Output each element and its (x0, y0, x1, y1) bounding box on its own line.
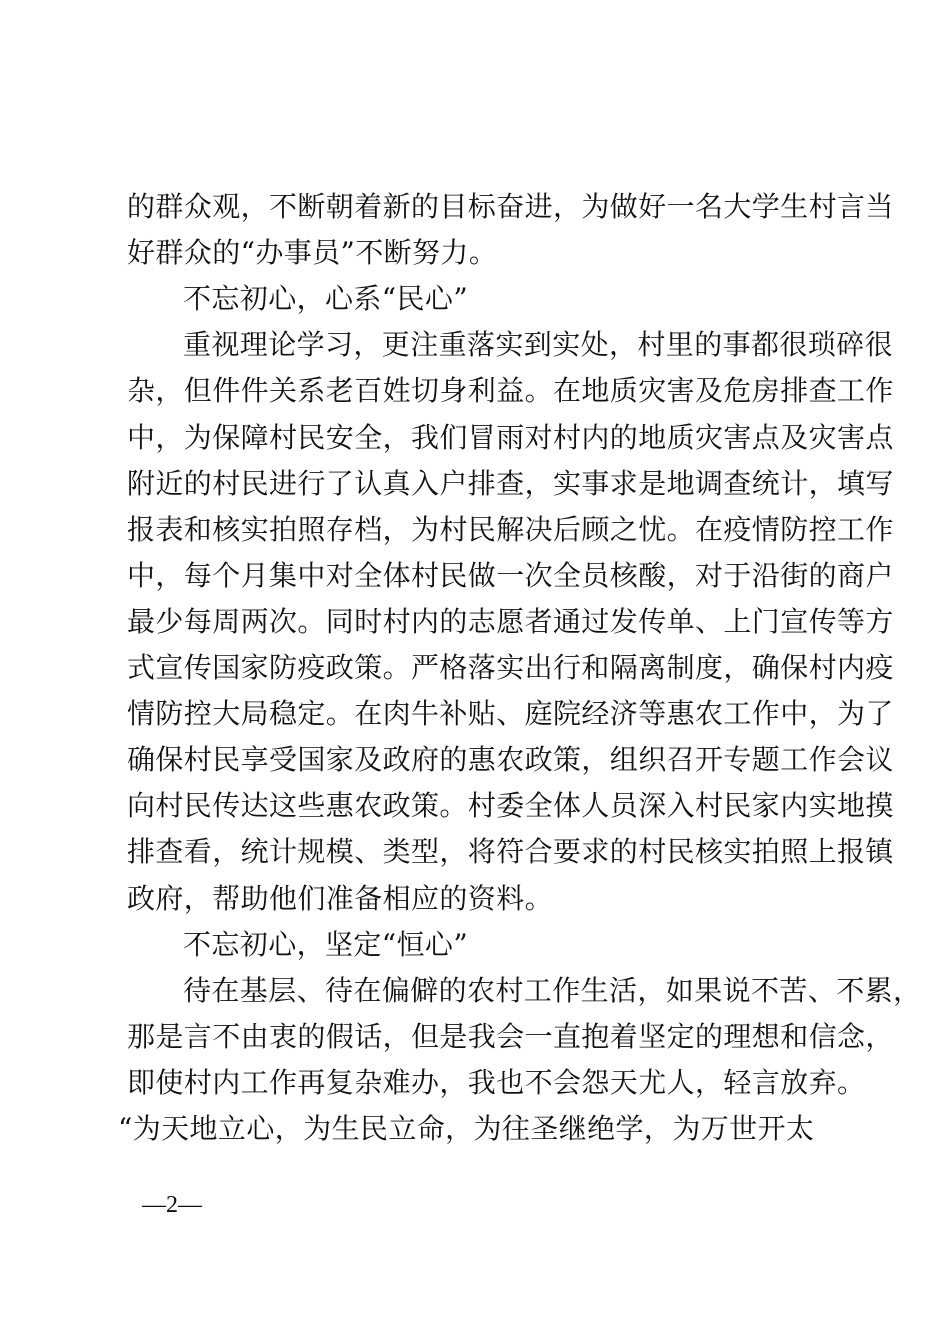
text-line: 排查看，统计规模、类型，将符合要求的村民核实拍照上报镇 (127, 835, 894, 869)
text-line: 确保村民享受国家及政府的惠农政策，组织召开专题工作会议 (127, 743, 894, 777)
text-line: 政府，帮助他们准备相应的资料。 (127, 881, 554, 915)
text-line: 即使村内工作再复杂难办，我也不会怨天尤人，轻言放弃。 (127, 1065, 866, 1099)
text-line: 报表和核实拍照存档，为村民解决后顾之忧。在疫情防控工作 (127, 512, 894, 546)
text-line: 式宣传国家防疫政策。严格落实出行和隔离制度，确保村内疫 (127, 651, 894, 684)
page-number: —2— (142, 1192, 202, 1218)
text-line: “为天地立心，为生民立命，为往圣继绝学，为万世开太 (118, 1112, 815, 1145)
text-line: 情防控大局稳定。在肉牛补贴、庭院经济等惠农工作中，为了 (127, 697, 894, 731)
text-line: 中，为保障村民安全，我们冒雨对村内的地质灾害点及灾害点 (127, 420, 894, 454)
text-line: 好群众的“办事员”不断努力。 (127, 236, 498, 270)
text-line: 最少每周两次。同时村内的志愿者通过发传单、上门宣传等方 (127, 604, 894, 638)
section-heading: 不忘初心，心系“民心” (183, 282, 469, 316)
text-line: 待在基层、待在偏僻的农村工作生活，如果说不苦、不累， (183, 973, 922, 1007)
text-line: 重视理论学习，更注重落实到实处，村里的事都很琐碎很 (183, 328, 894, 362)
text-line: 附近的村民进行了认真入户排查，实事求是地调查统计，填写 (127, 466, 894, 500)
text-line: 杂，但件件关系老百姓切身利益。在地质灾害及危房排查工作 (127, 374, 894, 408)
section-heading: 不忘初心，坚定“恒心” (183, 927, 469, 961)
text-line: 那是言不由衷的假话，但是我会一直抱着坚定的理想和信念， (127, 1019, 894, 1053)
text-line: 的群众观，不断朝着新的目标奋进，为做好一名大学生村言当 (127, 190, 894, 223)
text-line: 中，每个月集中对全体村民做一次全员核酸，对于沿街的商户 (127, 558, 894, 592)
text-line: 向村民传达这些惠农政策。村委全体人员深入村民家内实地摸 (127, 789, 894, 823)
